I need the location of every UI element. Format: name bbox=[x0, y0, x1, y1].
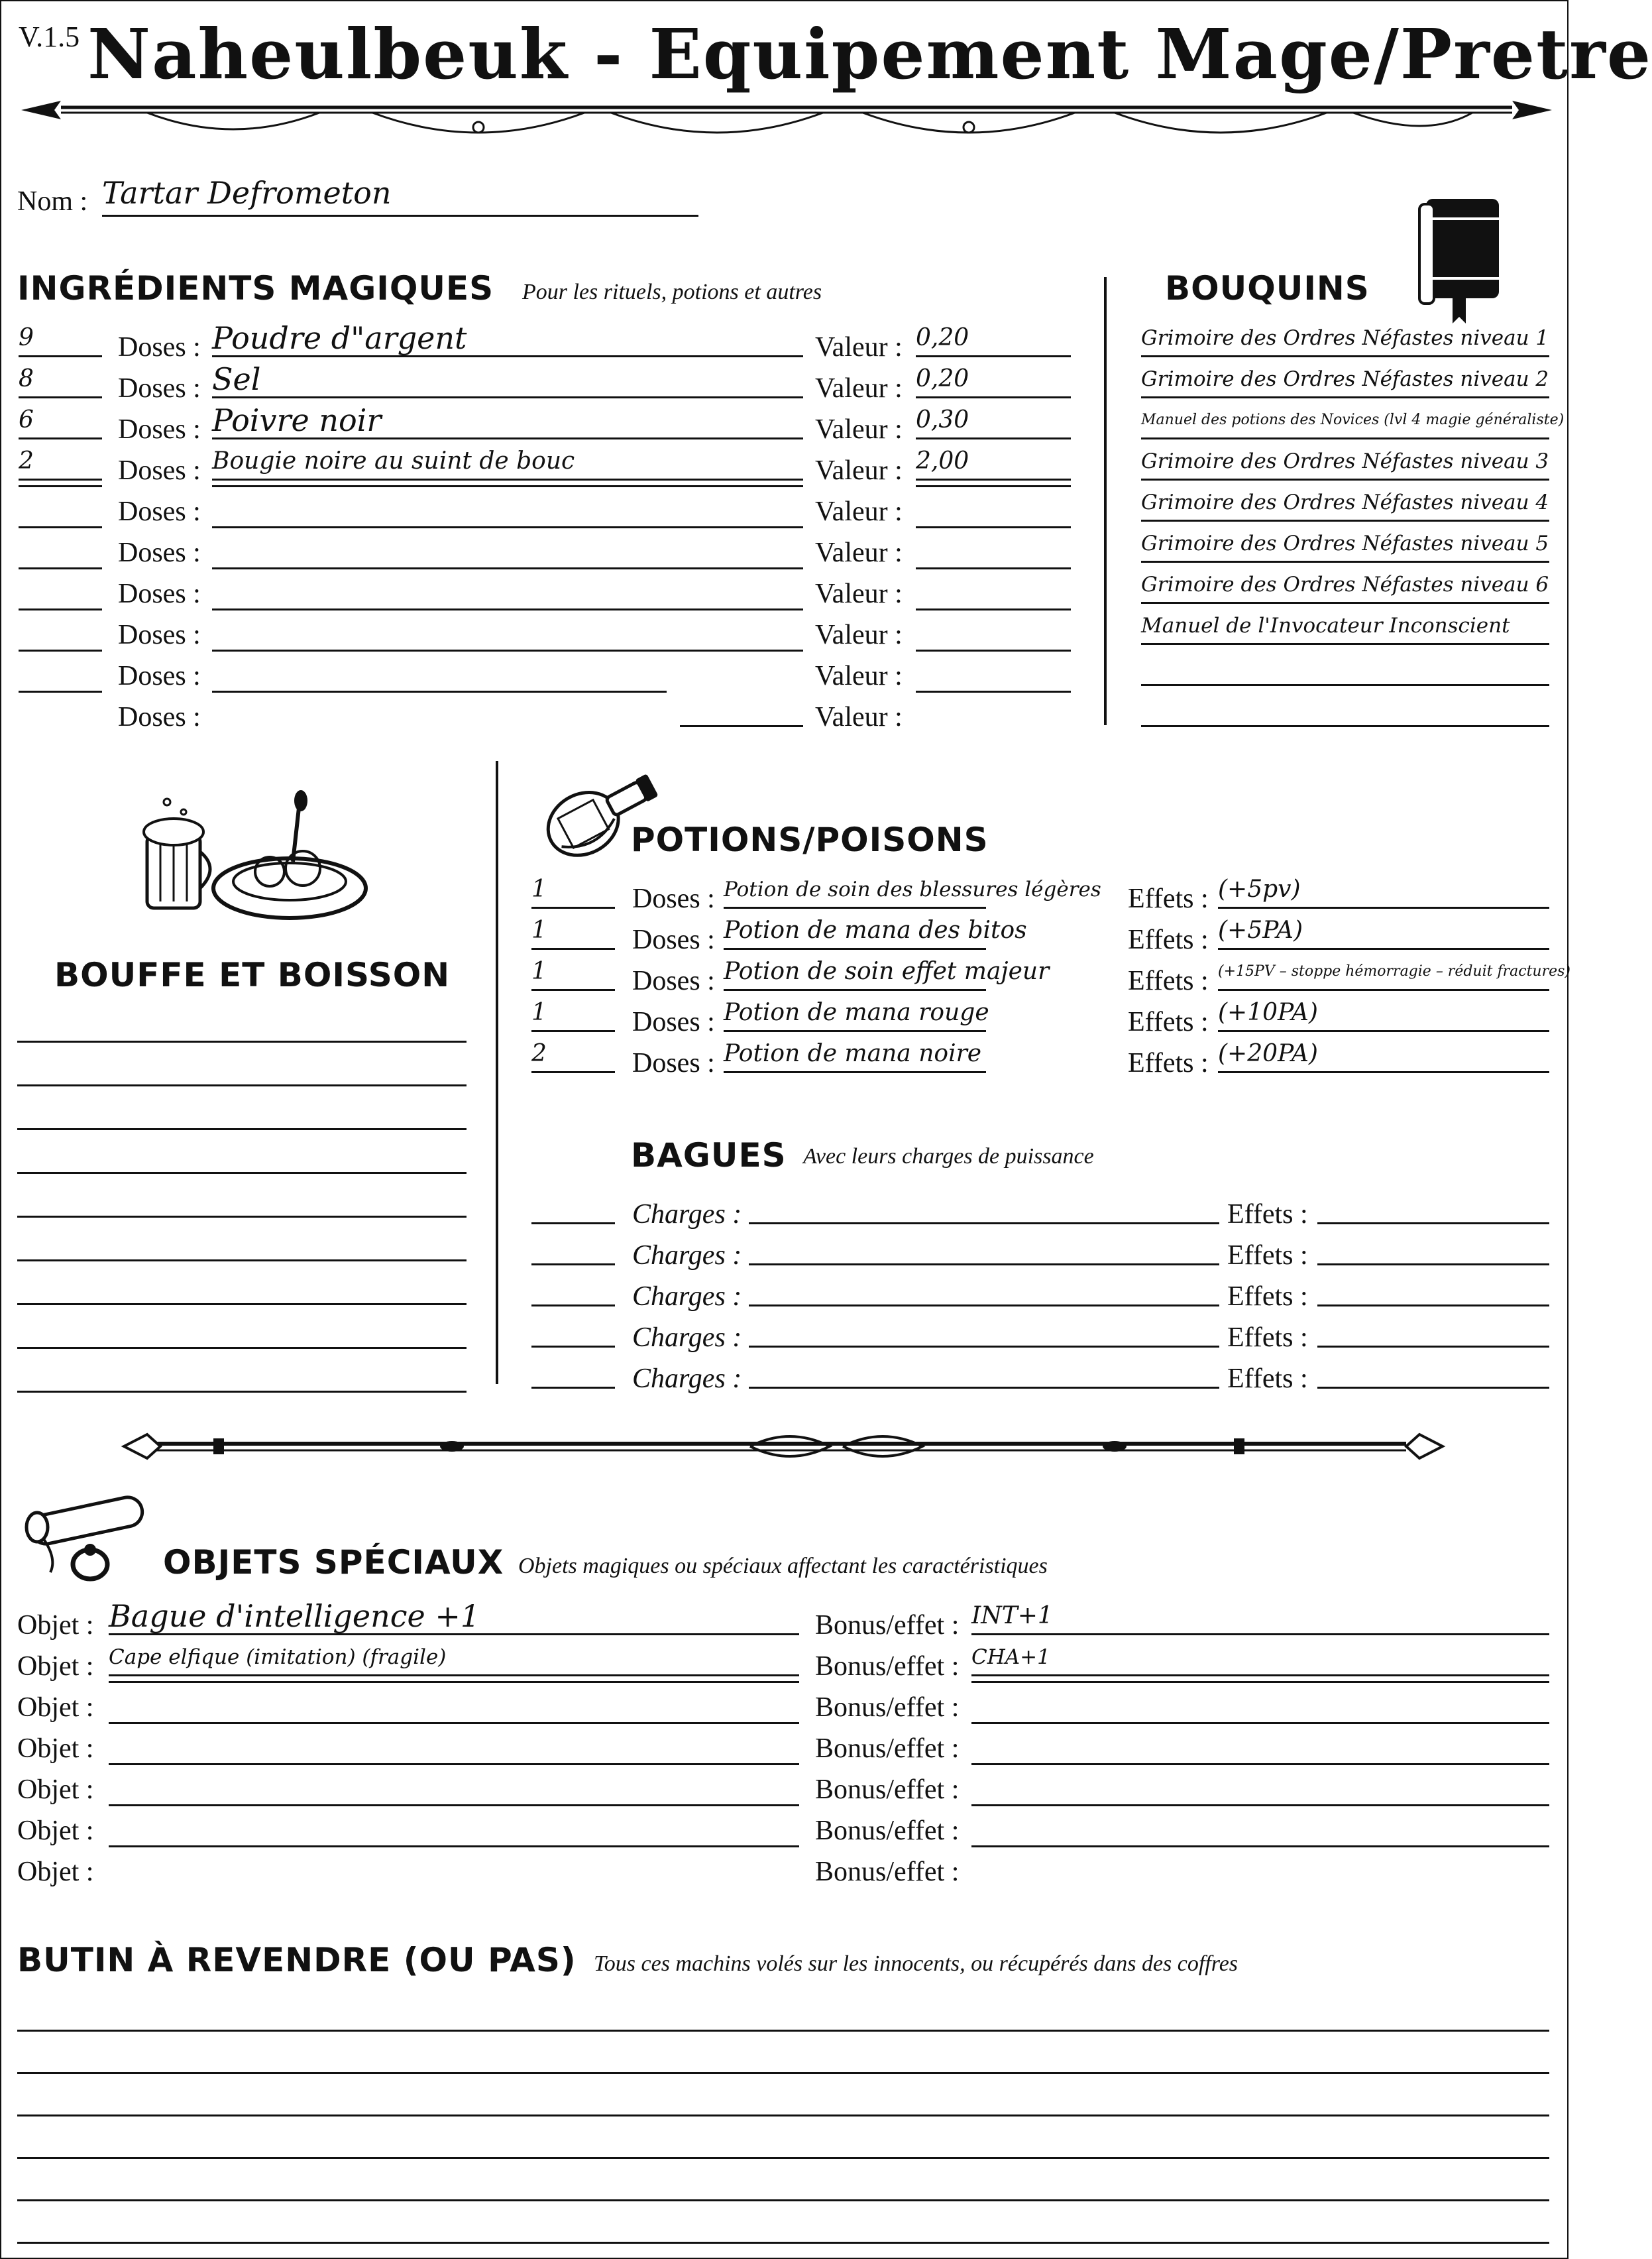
value-label: Valeur : bbox=[815, 414, 903, 445]
objets-subtitle: Objets magiques ou spéciaux affectant les caractéristiques bbox=[518, 1554, 1048, 1578]
object-name[interactable]: Bague d'intelligence +1 bbox=[109, 1599, 799, 1635]
bonus-label: Bonus/effet : bbox=[815, 1651, 960, 1682]
ingredient-value[interactable] bbox=[916, 567, 1071, 569]
ingredient-qty[interactable] bbox=[19, 526, 102, 528]
butin-line[interactable] bbox=[17, 2080, 1549, 2116]
ingredient-value[interactable]: 0,20 bbox=[916, 362, 1071, 398]
doses-label: Doses : bbox=[118, 620, 201, 650]
version-label: V.1.5 bbox=[19, 21, 80, 53]
object-label: Objet : bbox=[17, 1610, 94, 1641]
effects-label: Effets : bbox=[1128, 925, 1209, 955]
effects-label: Effets : bbox=[1227, 1322, 1308, 1353]
butin-line[interactable] bbox=[17, 2165, 1549, 2201]
object-bonus[interactable] bbox=[971, 1804, 1549, 1806]
bonus-label: Bonus/effet : bbox=[815, 1816, 960, 1846]
effects-label: Effets : bbox=[1227, 1240, 1308, 1271]
potion-name[interactable]: Potion de mana rouge bbox=[724, 996, 986, 1032]
effects-label: Effets : bbox=[1128, 966, 1209, 996]
ingredient-qty[interactable]: 9 bbox=[19, 321, 102, 357]
potion-qty[interactable]: 1 bbox=[531, 913, 615, 950]
object-label: Objet : bbox=[17, 1774, 94, 1805]
bouffe-line[interactable] bbox=[17, 1225, 467, 1261]
ingredient-qty[interactable] bbox=[19, 650, 102, 652]
ingredient-row bbox=[1, 485, 1088, 526]
ingredient-name[interactable] bbox=[212, 650, 803, 652]
potion-name[interactable]: Potion de soin effet majeur bbox=[724, 955, 986, 991]
ring-effects-field[interactable] bbox=[1317, 1229, 1549, 1265]
bonus-label: Bonus/effet : bbox=[815, 1610, 960, 1641]
book-icon bbox=[1413, 192, 1519, 325]
ingredient-name[interactable]: Poudre d"argent bbox=[212, 321, 803, 357]
bouffe-line[interactable] bbox=[17, 1094, 467, 1130]
value-label: Valeur : bbox=[815, 496, 903, 527]
bouffe-line[interactable] bbox=[17, 1006, 467, 1043]
object-bonus[interactable] bbox=[971, 1722, 1549, 1724]
ring-charges-field[interactable] bbox=[749, 1352, 1219, 1389]
potion-qty[interactable]: 1 bbox=[531, 996, 615, 1032]
potion-name[interactable]: Potion de mana noire bbox=[724, 1037, 986, 1073]
object-label: Objet : bbox=[17, 1816, 94, 1846]
effects-label: Effets : bbox=[1128, 1048, 1209, 1078]
book-item[interactable]: Manuel de l'Invocateur Inconscient bbox=[1141, 608, 1549, 645]
book-item[interactable]: Grimoire des Ordres Néfastes niveau 1 bbox=[1141, 321, 1549, 357]
food-plate-icon bbox=[134, 789, 372, 935]
ingredient-qty[interactable]: 2 bbox=[19, 444, 102, 481]
ring-charges-field[interactable] bbox=[749, 1311, 1219, 1348]
ingredient-name[interactable] bbox=[212, 485, 803, 487]
doses-label: Doses : bbox=[632, 925, 715, 955]
ingredient-name[interactable]: Sel bbox=[212, 362, 803, 398]
ingredient-value[interactable] bbox=[916, 691, 1071, 693]
bouquins-title: BOUQUINS bbox=[1165, 269, 1370, 308]
potion-qty[interactable]: 2 bbox=[531, 1037, 615, 1073]
potion-row bbox=[531, 1037, 1552, 1078]
doses-label: Doses : bbox=[632, 1048, 715, 1078]
bonus-label: Bonus/effet : bbox=[815, 1733, 960, 1764]
spear-divider-icon bbox=[15, 86, 1559, 152]
staff-divider-icon bbox=[121, 1420, 1446, 1473]
bagues-subtitle: Avec leurs charges de puissance bbox=[803, 1144, 1094, 1169]
book-item[interactable]: Grimoire des Ordres Néfastes niveau 5 bbox=[1141, 526, 1549, 563]
ingredient-row bbox=[1, 321, 1088, 362]
ingredient-value[interactable]: 0,30 bbox=[916, 403, 1071, 439]
charges-label: Charges : bbox=[632, 1322, 742, 1353]
object-row bbox=[1, 1722, 1567, 1763]
ring-id-field[interactable] bbox=[531, 1311, 615, 1348]
object-row bbox=[1, 1640, 1567, 1681]
potion-effect[interactable]: (+10PA) bbox=[1218, 996, 1549, 1032]
object-name[interactable] bbox=[109, 1681, 799, 1683]
object-label: Objet : bbox=[17, 1733, 94, 1764]
potions-title: POTIONS/POISONS bbox=[631, 821, 989, 859]
objets-title: OBJETS SPÉCIAUX bbox=[163, 1543, 504, 1582]
ring-row bbox=[531, 1229, 1552, 1270]
effects-label: Effets : bbox=[1128, 884, 1209, 914]
ring-row bbox=[531, 1311, 1552, 1352]
effects-label: Effets : bbox=[1227, 1199, 1308, 1230]
ring-charges-field[interactable] bbox=[749, 1229, 1219, 1265]
book-item[interactable]: Manuel des potions des Novices (lvl 4 magie généraliste) bbox=[1141, 403, 1549, 439]
ring-id-field[interactable] bbox=[531, 1188, 615, 1224]
ingredient-qty[interactable] bbox=[19, 567, 102, 569]
charges-label: Charges : bbox=[632, 1363, 742, 1394]
object-bonus[interactable] bbox=[971, 1681, 1549, 1683]
book-item[interactable]: Grimoire des Ordres Néfastes niveau 3 bbox=[1141, 444, 1549, 481]
book-item[interactable] bbox=[1141, 691, 1549, 727]
ingredient-qty[interactable] bbox=[19, 608, 102, 610]
doses-label: Doses : bbox=[632, 1007, 715, 1037]
ingredient-value[interactable] bbox=[916, 485, 1071, 487]
bagues-title: BAGUES bbox=[631, 1136, 787, 1175]
ingredient-name[interactable] bbox=[212, 526, 803, 528]
column-divider bbox=[496, 761, 498, 1384]
ingredient-row bbox=[1, 691, 1088, 732]
potion-qty[interactable]: 1 bbox=[531, 955, 615, 991]
ingredient-value[interactable]: 0,20 bbox=[916, 321, 1071, 357]
name-label: Nom : bbox=[17, 186, 88, 217]
book-item[interactable]: Grimoire des Ordres Néfastes niveau 4 bbox=[1141, 485, 1549, 522]
butin-title: BUTIN À REVENDRE (OU PAS) bbox=[17, 1941, 577, 1979]
book-item[interactable]: Grimoire des Ordres Néfastes niveau 6 bbox=[1141, 567, 1549, 604]
effects-label: Effets : bbox=[1227, 1281, 1308, 1312]
potion-name[interactable]: Potion de mana des bitos bbox=[724, 913, 986, 950]
bonus-label: Bonus/effet : bbox=[815, 1692, 960, 1723]
value-label: Valeur : bbox=[815, 661, 903, 691]
ring-effects-field[interactable] bbox=[1317, 1311, 1549, 1348]
ingredient-qty[interactable]: 6 bbox=[19, 403, 102, 439]
butin-line[interactable] bbox=[17, 2207, 1549, 2244]
column-divider bbox=[1104, 277, 1107, 725]
potion-name[interactable]: Potion de soin des blessures légères bbox=[724, 872, 986, 909]
charges-label: Charges : bbox=[632, 1199, 742, 1230]
object-name[interactable] bbox=[109, 1763, 799, 1765]
bouffe-title: BOUFFE ET BOISSON bbox=[54, 956, 451, 994]
ring-id-field[interactable] bbox=[531, 1270, 615, 1306]
page-title: Naheulbeuk - Equipement Mage/Pretre bbox=[87, 13, 1652, 95]
ingredient-qty[interactable] bbox=[19, 485, 102, 487]
doses-label: Doses : bbox=[632, 966, 715, 996]
butin-subtitle: Tous ces machins volés sur les innocents, ou récupérés dans des coffres bbox=[594, 1951, 1239, 1976]
ingredient-name[interactable] bbox=[212, 567, 803, 569]
ring-charges-field[interactable] bbox=[749, 1270, 1219, 1306]
effects-label: Effets : bbox=[1227, 1363, 1308, 1394]
bouffe-line[interactable] bbox=[17, 1312, 467, 1349]
potion-effect[interactable]: (+5PA) bbox=[1218, 913, 1549, 950]
ingredient-value[interactable] bbox=[916, 526, 1071, 528]
doses-label: Doses : bbox=[118, 373, 201, 404]
charges-label: Charges : bbox=[632, 1281, 742, 1312]
scroll-ring-icon bbox=[17, 1486, 163, 1586]
ring-effects-field[interactable] bbox=[1317, 1352, 1549, 1389]
bouffe-line[interactable] bbox=[17, 1050, 467, 1086]
bonus-label: Bonus/effet : bbox=[815, 1774, 960, 1805]
ring-charges-field[interactable] bbox=[749, 1188, 1219, 1224]
object-row bbox=[1, 1804, 1567, 1845]
object-label: Objet : bbox=[17, 1857, 94, 1887]
potion-row bbox=[531, 955, 1570, 996]
ingredients-subtitle: Pour les rituels, potions et autres bbox=[522, 280, 822, 304]
object-bonus[interactable]: INT+1 bbox=[971, 1599, 1549, 1635]
value-label: Valeur : bbox=[815, 702, 903, 732]
bonus-label: Bonus/effet : bbox=[815, 1857, 960, 1887]
ingredient-row bbox=[1, 403, 1088, 444]
object-name[interactable] bbox=[109, 1722, 799, 1724]
doses-label: Doses : bbox=[118, 414, 201, 445]
doses-label: Doses : bbox=[118, 702, 201, 732]
book-item[interactable]: Grimoire des Ordres Néfastes niveau 2 bbox=[1141, 362, 1549, 398]
butin-line[interactable] bbox=[17, 2038, 1549, 2074]
ingredient-qty[interactable]: 8 bbox=[19, 362, 102, 398]
ring-row bbox=[531, 1188, 1552, 1229]
bouffe-line[interactable] bbox=[17, 1269, 467, 1305]
object-row bbox=[1, 1763, 1567, 1804]
object-name[interactable] bbox=[109, 1845, 799, 1847]
ring-row bbox=[531, 1352, 1552, 1393]
doses-label: Doses : bbox=[118, 332, 201, 363]
doses-label: Doses : bbox=[632, 884, 715, 914]
butin-line[interactable] bbox=[17, 2122, 1549, 2159]
ingredient-name[interactable]: Poivre noir bbox=[212, 403, 803, 439]
ingredient-value[interactable] bbox=[916, 608, 1071, 610]
object-name[interactable]: Cape elfique (imitation) (fragile) bbox=[109, 1640, 799, 1676]
ingredient-extra-field[interactable] bbox=[680, 691, 803, 727]
ingredient-qty[interactable] bbox=[19, 691, 102, 693]
book-item[interactable] bbox=[1141, 650, 1549, 686]
ingredient-value[interactable] bbox=[916, 650, 1071, 652]
bouffe-line[interactable] bbox=[17, 1181, 467, 1218]
doses-label: Doses : bbox=[118, 538, 201, 568]
object-name[interactable] bbox=[109, 1804, 799, 1806]
ring-row bbox=[531, 1270, 1552, 1311]
object-label: Objet : bbox=[17, 1692, 94, 1723]
value-label: Valeur : bbox=[815, 373, 903, 404]
ingredients-title: INGRÉDIENTS MAGIQUES bbox=[17, 269, 494, 308]
doses-label: Doses : bbox=[118, 455, 201, 486]
potion-qty[interactable]: 1 bbox=[531, 872, 615, 909]
value-label: Valeur : bbox=[815, 538, 903, 568]
object-row bbox=[1, 1681, 1567, 1722]
ring-id-field[interactable] bbox=[531, 1352, 615, 1389]
ingredient-name[interactable]: Bougie noire au suint de bouc bbox=[212, 444, 803, 481]
doses-label: Doses : bbox=[118, 496, 201, 527]
potion-effect[interactable]: (+15PV – stoppe hémorragie – réduit fractures) bbox=[1218, 955, 1549, 991]
doses-label: Doses : bbox=[118, 661, 201, 691]
value-label: Valeur : bbox=[815, 579, 903, 609]
ingredient-row bbox=[1, 567, 1088, 608]
object-label: Objet : bbox=[17, 1651, 94, 1682]
bouffe-line[interactable] bbox=[17, 1356, 467, 1393]
object-row bbox=[1, 1845, 1567, 1886]
value-label: Valeur : bbox=[815, 455, 903, 486]
object-bonus[interactable] bbox=[971, 1763, 1549, 1765]
object-row bbox=[1, 1599, 1567, 1640]
potion-row bbox=[531, 996, 1552, 1037]
ingredient-name[interactable] bbox=[212, 608, 803, 610]
ingredient-row bbox=[1, 650, 1088, 691]
potion-row bbox=[531, 913, 1552, 955]
name-field[interactable]: Tartar Defrometon bbox=[102, 175, 698, 217]
object-bonus[interactable]: CHA+1 bbox=[971, 1640, 1549, 1676]
potion-effect[interactable]: (+20PA) bbox=[1218, 1037, 1549, 1073]
effects-label: Effets : bbox=[1128, 1007, 1209, 1037]
ingredient-row bbox=[1, 444, 1088, 485]
value-label: Valeur : bbox=[815, 620, 903, 650]
charges-label: Charges : bbox=[632, 1240, 742, 1271]
ingredient-row bbox=[1, 608, 1088, 650]
butin-line[interactable] bbox=[17, 1995, 1549, 2032]
object-bonus[interactable] bbox=[971, 1845, 1549, 1847]
potion-row bbox=[531, 872, 1552, 913]
ring-effects-field[interactable] bbox=[1317, 1188, 1549, 1224]
ingredient-row bbox=[1, 526, 1088, 567]
value-label: Valeur : bbox=[815, 332, 903, 363]
ingredient-value[interactable]: 2,00 bbox=[916, 444, 1071, 481]
potion-effect[interactable]: (+5pv) bbox=[1218, 872, 1549, 909]
ingredient-name[interactable] bbox=[212, 691, 667, 693]
ingredient-row bbox=[1, 362, 1088, 403]
bouffe-line[interactable] bbox=[17, 1137, 467, 1174]
ring-id-field[interactable] bbox=[531, 1229, 615, 1265]
ring-effects-field[interactable] bbox=[1317, 1270, 1549, 1306]
doses-label: Doses : bbox=[118, 579, 201, 609]
